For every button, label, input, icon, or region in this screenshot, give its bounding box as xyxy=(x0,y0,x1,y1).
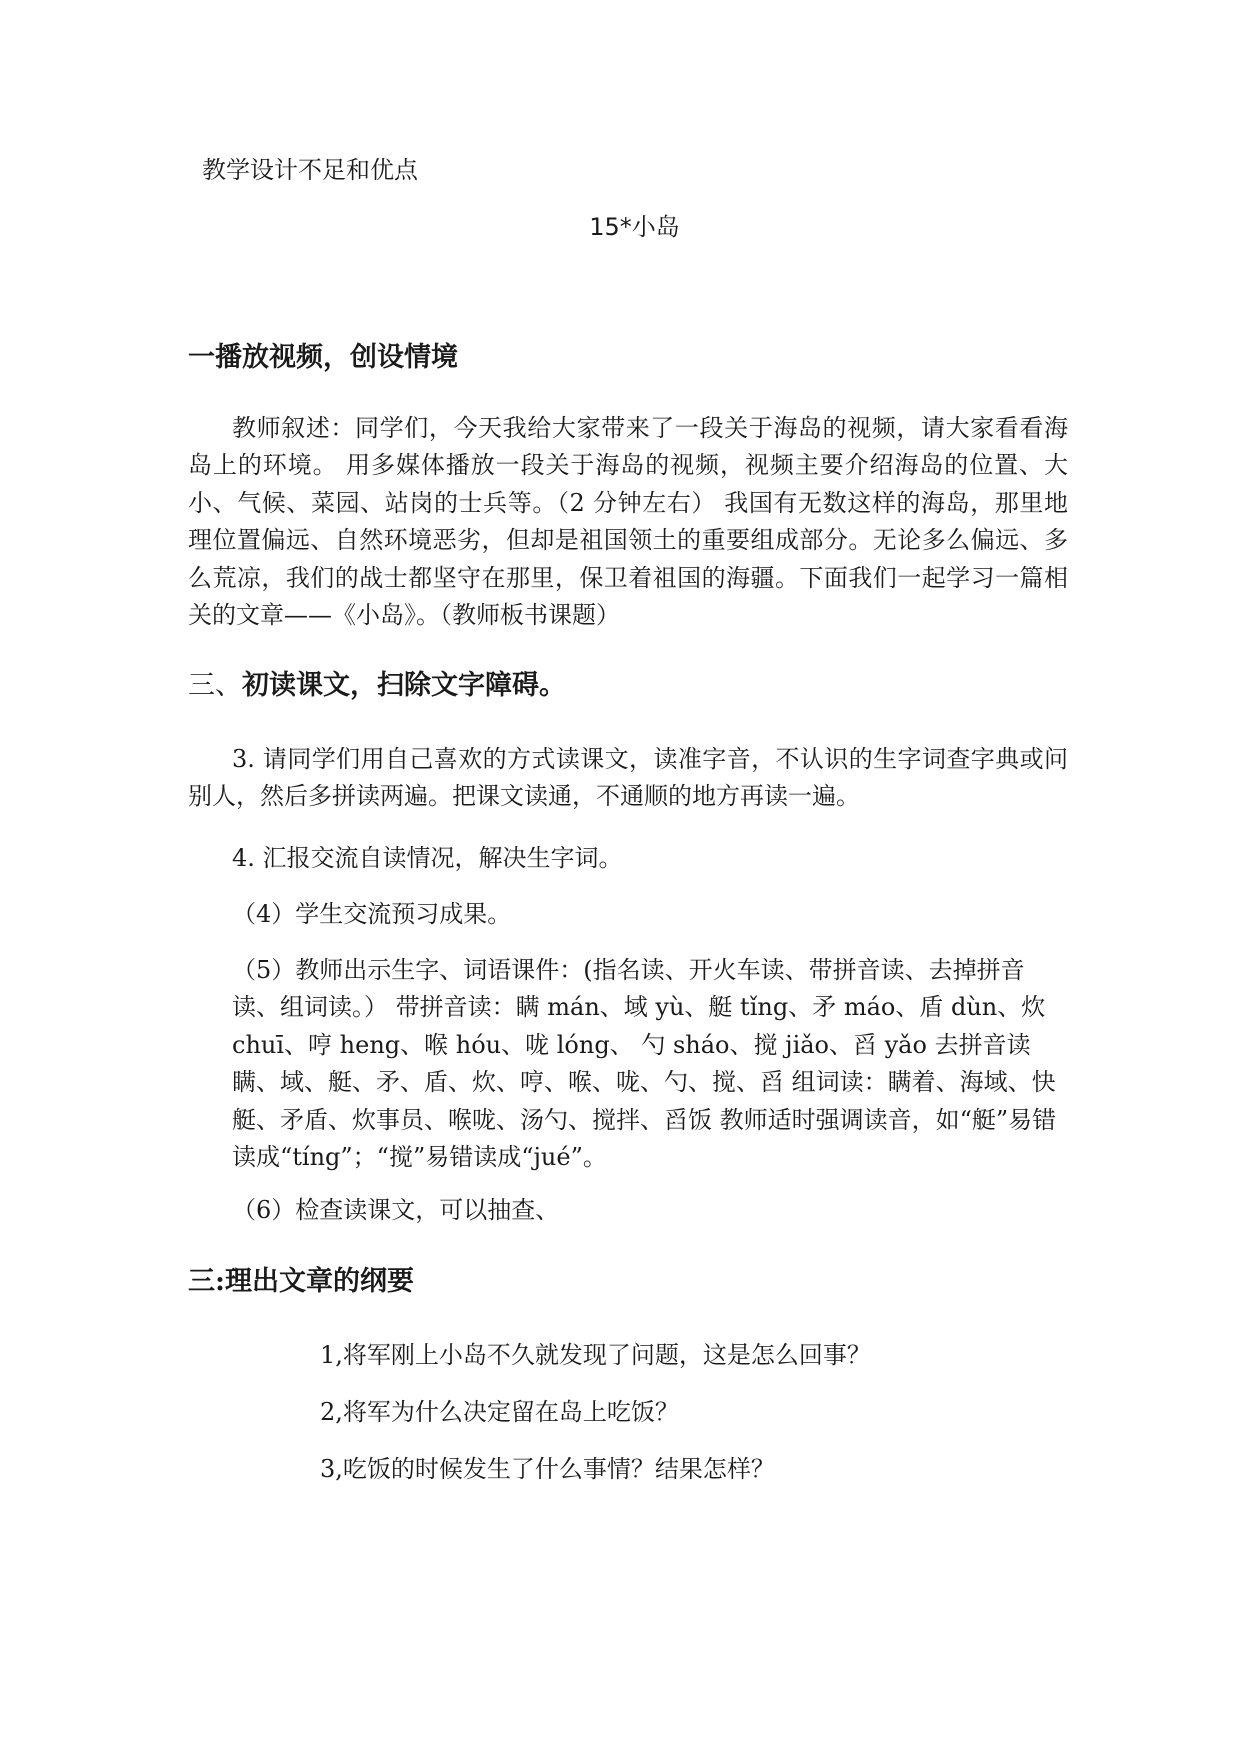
step3-paragraph: 3. 请同学们用自己喜欢的方式读课文，读准字音，不认识的生字词查字典或问别人，然后多拼读两遍。把课文读通，不通顺的地方再读一遍。 xyxy=(188,745,1068,811)
header-note: 教学设计不足和优点 xyxy=(202,156,418,184)
outline-question-3: 3,吃饭的时候发生了什么事情？结果怎样？ xyxy=(320,1455,775,1483)
section2-heading-main: 初读课文，扫除文字障碍。 xyxy=(242,670,566,701)
document-title: 15*小岛 xyxy=(589,213,680,241)
outline-question-1: 1,将军刚上小岛不久就发现了问题，这是怎么回事？ xyxy=(320,1341,871,1369)
sub6-paragraph: （6）检查读课文，可以抽查、 xyxy=(232,1196,560,1224)
section2-heading xyxy=(188,666,566,706)
section1-paragraph: 教师叙述：同学们，今天我给大家带来了一段关于海岛的视频，请大家看看海岛上的环境。 用多媒体播放一段关于海岛的视频，视频主要介绍海岛的位置、大小、气候、菜园、站岗的士兵等。（2 分钟左右） 我国有无数这样的海岛，那里地理位置偏远、自然环境恶劣，但却是祖国领土的重要组成部分。无论多么偏远、多么荒凉，我们的战士都坚守在那里，保卫着祖国的海疆。下面我们一起学习一篇相关的文章——《小岛》。（教师板书课题） xyxy=(188,414,1068,630)
section3-heading: 三:理出文章的纲要 xyxy=(188,1266,414,1297)
section2-heading-prefix: 三、 xyxy=(188,670,242,701)
sub5-paragraph: （5）教师出示生字、词语课件：(指名读、开火车读、带拼音读、去掉拼音读、组词读。） 带拼音读：瞒 mán、域 yù、艇 tǐng、矛 máo、盾 dùn、炊 chuī、哼 heng、喉 hóu、咙 lóng、 勺 sháo、搅 jiǎo、舀 yǎo 去拼音读 瞒、域、艇、矛、盾、炊、哼、喉、咙、勺、搅、舀 组词读：瞒着、海域、快艇、矛盾、炊事员、喉咙、汤勺、搅拌、舀饭 教师适时强调读音，如“艇”易错读成“tíng”；“搅”易错读成“jué”。 xyxy=(232,956,1057,1172)
outline-question-2: 2,将军为什么决定留在岛上吃饭？ xyxy=(320,1398,679,1426)
step4-paragraph: 4. 汇报交流自读情况，解决生字词。 xyxy=(232,844,623,872)
sub4-paragraph: （4）学生交流预习成果。 xyxy=(232,900,512,928)
section1-heading: 一播放视频，创设情境 xyxy=(188,342,458,373)
